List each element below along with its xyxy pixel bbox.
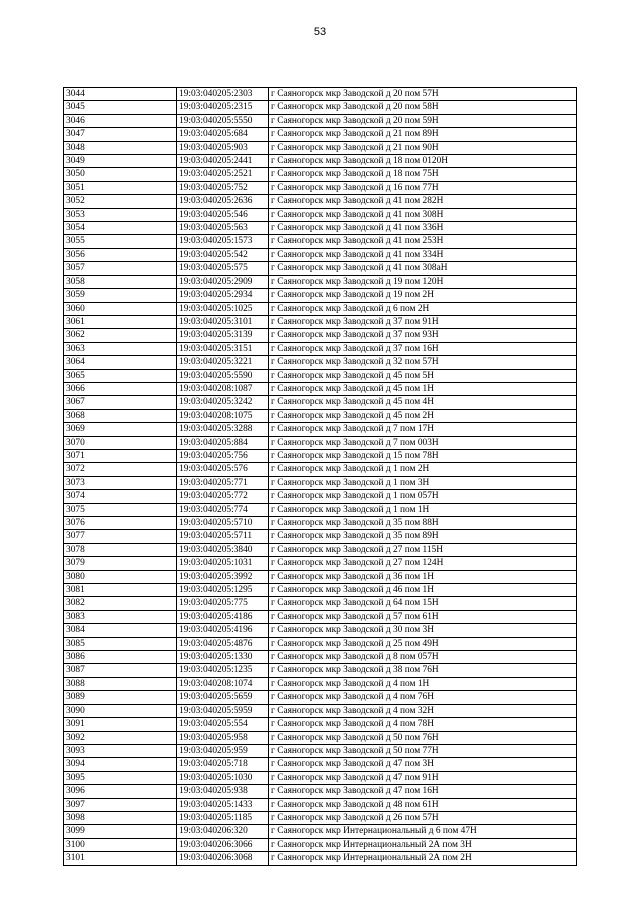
cadastral-number-cell: 19:03:040205:1235 xyxy=(177,664,269,677)
cadastral-number-cell: 19:03:040205:2521 xyxy=(177,168,269,181)
table-row xyxy=(64,155,577,168)
row-number-cell: 3067 xyxy=(64,396,177,409)
table-row xyxy=(64,329,577,342)
table-row xyxy=(64,168,577,181)
address-cell: г Саяногорск мкр Заводской д 45 пом 1Н xyxy=(269,382,577,395)
row-number-cell: 3071 xyxy=(64,449,177,462)
table-row xyxy=(64,811,577,824)
table-row xyxy=(64,248,577,261)
cadastral-number-cell: 19:03:040205:563 xyxy=(177,222,269,235)
row-number-cell: 3077 xyxy=(64,530,177,543)
cadastral-number-cell: 19:03:040205:2303 xyxy=(177,88,269,101)
row-number-cell: 3069 xyxy=(64,423,177,436)
table-row xyxy=(64,356,577,369)
cadastral-number-cell: 19:03:040205:3992 xyxy=(177,570,269,583)
table-row xyxy=(64,128,577,141)
address-cell: г Саяногорск мкр Заводской д 50 пом 76Н xyxy=(269,731,577,744)
cadastral-number-cell: 19:03:040205:718 xyxy=(177,758,269,771)
address-cell: г Саяногорск мкр Заводской д 57 пом 61Н xyxy=(269,610,577,623)
address-cell: г Саяногорск мкр Заводской д 18 пом 75Н xyxy=(269,168,577,181)
cadastral-number-cell: 19:03:040205:576 xyxy=(177,463,269,476)
row-number-cell: 3047 xyxy=(64,128,177,141)
cadastral-number-cell: 19:03:040205:2909 xyxy=(177,275,269,288)
row-number-cell: 3086 xyxy=(64,651,177,664)
address-cell: г Саяногорск мкр Заводской д 30 пом 3Н xyxy=(269,624,577,637)
cadastral-number-cell: 19:03:040205:1185 xyxy=(177,811,269,824)
cadastral-number-cell: 19:03:040205:3101 xyxy=(177,315,269,328)
address-cell: г Саяногорск мкр Заводской д 47 пом 3Н xyxy=(269,758,577,771)
address-cell: г Саяногорск мкр Заводской д 4 пом 32Н xyxy=(269,704,577,717)
row-number-cell: 3082 xyxy=(64,597,177,610)
table-row xyxy=(64,771,577,784)
table-row xyxy=(64,597,577,610)
table-row xyxy=(64,758,577,771)
table-row xyxy=(64,637,577,650)
cadastral-number-cell: 19:03:040205:3242 xyxy=(177,396,269,409)
cadastral-number-cell: 19:03:040205:4196 xyxy=(177,624,269,637)
address-cell: г Саяногорск мкр Заводской д 19 пом 120Н xyxy=(269,275,577,288)
cadastral-number-cell: 19:03:040205:5711 xyxy=(177,530,269,543)
row-number-cell: 3065 xyxy=(64,369,177,382)
cadastral-number-cell: 19:03:040205:958 xyxy=(177,731,269,744)
address-cell: г Саяногорск мкр Заводской д 50 пом 77Н xyxy=(269,744,577,757)
table-row xyxy=(64,449,577,462)
cadastral-number-cell: 19:03:040205:684 xyxy=(177,128,269,141)
address-cell: г Саяногорск мкр Заводской д 45 пом 2Н xyxy=(269,409,577,422)
property-registry-table xyxy=(63,87,577,866)
address-cell: г Саяногорск мкр Заводской д 46 пом 1Н xyxy=(269,584,577,597)
address-cell: г Саяногорск мкр Заводской д 47 пом 91Н xyxy=(269,771,577,784)
address-cell: г Саяногорск мкр Заводской д 37 пом 91Н xyxy=(269,315,577,328)
address-cell: г Саяногорск мкр Заводской д 38 пом 76Н xyxy=(269,664,577,677)
row-number-cell: 3089 xyxy=(64,691,177,704)
cadastral-number-cell: 19:03:040205:3139 xyxy=(177,329,269,342)
cadastral-number-cell: 19:03:040205:2315 xyxy=(177,101,269,114)
row-number-cell: 3085 xyxy=(64,637,177,650)
address-cell: г Саяногорск мкр Заводской д 47 пом 16Н xyxy=(269,785,577,798)
table-row xyxy=(64,852,577,865)
row-number-cell: 3096 xyxy=(64,785,177,798)
address-cell: г Саяногорск мкр Заводской д 41 пом 308аН xyxy=(269,262,577,275)
address-cell: г Саяногорск мкр Интернациональный 2А пом 3Н xyxy=(269,838,577,851)
table-row xyxy=(64,396,577,409)
table-row xyxy=(64,114,577,127)
row-number-cell: 3074 xyxy=(64,490,177,503)
table-row xyxy=(64,342,577,355)
cadastral-number-cell: 19:03:040205:1330 xyxy=(177,651,269,664)
row-number-cell: 3063 xyxy=(64,342,177,355)
cadastral-number-cell: 19:03:040205:3151 xyxy=(177,342,269,355)
table-row xyxy=(64,584,577,597)
table-row xyxy=(64,88,577,101)
address-cell: г Саяногорск мкр Заводской д 6 пом 2Н xyxy=(269,302,577,315)
cadastral-number-cell: 19:03:040205:1030 xyxy=(177,771,269,784)
cadastral-number-cell: 19:03:040205:1433 xyxy=(177,798,269,811)
cadastral-number-cell: 19:03:040205:884 xyxy=(177,436,269,449)
table-row xyxy=(64,543,577,556)
table-row xyxy=(64,235,577,248)
row-number-cell: 3072 xyxy=(64,463,177,476)
cadastral-number-cell: 19:03:040205:959 xyxy=(177,744,269,757)
row-number-cell: 3062 xyxy=(64,329,177,342)
cadastral-number-cell: 19:03:040206:3066 xyxy=(177,838,269,851)
address-cell: г Саяногорск мкр Заводской д 26 пом 57Н xyxy=(269,811,577,824)
row-number-cell: 3097 xyxy=(64,798,177,811)
row-number-cell: 3090 xyxy=(64,704,177,717)
address-cell: г Саяногорск мкр Заводской д 7 пом 003Н xyxy=(269,436,577,449)
table-row xyxy=(64,289,577,302)
row-number-cell: 3068 xyxy=(64,409,177,422)
address-cell: г Саяногорск мкр Заводской д 25 пом 49Н xyxy=(269,637,577,650)
row-number-cell: 3088 xyxy=(64,677,177,690)
cadastral-number-cell: 19:03:040205:938 xyxy=(177,785,269,798)
address-cell: г Саяногорск мкр Заводской д 45 пом 5Н xyxy=(269,369,577,382)
row-number-cell: 3048 xyxy=(64,141,177,154)
row-number-cell: 3052 xyxy=(64,195,177,208)
table-row xyxy=(64,664,577,677)
cadastral-number-cell: 19:03:040205:554 xyxy=(177,718,269,731)
address-cell: г Саяногорск мкр Заводской д 45 пом 4Н xyxy=(269,396,577,409)
row-number-cell: 3098 xyxy=(64,811,177,824)
cadastral-number-cell: 19:03:040205:2441 xyxy=(177,155,269,168)
address-cell: г Саяногорск мкр Заводской д 64 пом 15Н xyxy=(269,597,577,610)
table-row xyxy=(64,423,577,436)
address-cell: г Саяногорск мкр Заводской д 20 пом 59Н xyxy=(269,114,577,127)
address-cell: г Саяногорск мкр Заводской д 7 пом 17Н xyxy=(269,423,577,436)
address-cell: г Саяногорск мкр Заводской д 1 пом 3Н xyxy=(269,476,577,489)
cadastral-number-cell: 19:03:040205:752 xyxy=(177,181,269,194)
address-cell: г Саяногорск мкр Заводской д 41 пом 253Н xyxy=(269,235,577,248)
cadastral-number-cell: 19:03:040205:1025 xyxy=(177,302,269,315)
cadastral-number-cell: 19:03:040205:774 xyxy=(177,503,269,516)
address-cell: г Саяногорск мкр Заводской д 35 пом 89Н xyxy=(269,530,577,543)
table-row xyxy=(64,677,577,690)
cadastral-number-cell: 19:03:040205:5659 xyxy=(177,691,269,704)
cadastral-number-cell: 19:03:040205:5710 xyxy=(177,517,269,530)
table-row xyxy=(64,718,577,731)
cadastral-number-cell: 19:03:040205:2636 xyxy=(177,195,269,208)
address-cell: г Саяногорск мкр Заводской д 20 пом 58Н xyxy=(269,101,577,114)
table-row xyxy=(64,436,577,449)
row-number-cell: 3055 xyxy=(64,235,177,248)
row-number-cell: 3061 xyxy=(64,315,177,328)
table-row xyxy=(64,409,577,422)
table-row xyxy=(64,222,577,235)
cadastral-number-cell: 19:03:040205:1573 xyxy=(177,235,269,248)
row-number-cell: 3054 xyxy=(64,222,177,235)
cadastral-number-cell: 19:03:040205:5959 xyxy=(177,704,269,717)
row-number-cell: 3081 xyxy=(64,584,177,597)
page-number: 53 xyxy=(313,26,327,38)
row-number-cell: 3084 xyxy=(64,624,177,637)
row-number-cell: 3049 xyxy=(64,155,177,168)
cadastral-number-cell: 19:03:040205:5590 xyxy=(177,369,269,382)
cadastral-number-cell: 19:03:040205:771 xyxy=(177,476,269,489)
row-number-cell: 3059 xyxy=(64,289,177,302)
cadastral-number-cell: 19:03:040206:320 xyxy=(177,825,269,838)
address-cell: г Саяногорск мкр Заводской д 37 пом 16Н xyxy=(269,342,577,355)
table-row xyxy=(64,195,577,208)
table-row xyxy=(64,557,577,570)
address-cell: г Саяногорск мкр Заводской д 1 пом 057Н xyxy=(269,490,577,503)
address-cell: г Саяногорск мкр Заводской д 21 пом 89Н xyxy=(269,128,577,141)
row-number-cell: 3051 xyxy=(64,181,177,194)
cadastral-number-cell: 19:03:040205:1295 xyxy=(177,584,269,597)
row-number-cell: 3053 xyxy=(64,208,177,221)
address-cell: г Саяногорск мкр Заводской д 18 пом 0120Н xyxy=(269,155,577,168)
row-number-cell: 3087 xyxy=(64,664,177,677)
table-row xyxy=(64,315,577,328)
cadastral-number-cell: 19:03:040205:4876 xyxy=(177,637,269,650)
cadastral-number-cell: 19:03:040205:546 xyxy=(177,208,269,221)
row-number-cell: 3092 xyxy=(64,731,177,744)
row-number-cell: 3044 xyxy=(64,88,177,101)
table-row xyxy=(64,517,577,530)
row-number-cell: 3076 xyxy=(64,517,177,530)
row-number-cell: 3100 xyxy=(64,838,177,851)
address-cell: г Саяногорск мкр Заводской д 27 пом 124Н xyxy=(269,557,577,570)
table-row xyxy=(64,181,577,194)
table-row xyxy=(64,838,577,851)
cadastral-number-cell: 19:03:040208:1074 xyxy=(177,677,269,690)
row-number-cell: 3083 xyxy=(64,610,177,623)
address-cell: г Саяногорск мкр Интернациональный 2А пом 2Н xyxy=(269,852,577,865)
row-number-cell: 3050 xyxy=(64,168,177,181)
cadastral-number-cell: 19:03:040205:2934 xyxy=(177,289,269,302)
address-cell: г Саяногорск мкр Заводской д 1 пом 1Н xyxy=(269,503,577,516)
row-number-cell: 3075 xyxy=(64,503,177,516)
cadastral-number-cell: 19:03:040205:772 xyxy=(177,490,269,503)
table-row xyxy=(64,651,577,664)
cadastral-number-cell: 19:03:040205:903 xyxy=(177,141,269,154)
table-row xyxy=(64,691,577,704)
table-row xyxy=(64,262,577,275)
row-number-cell: 3066 xyxy=(64,382,177,395)
table-row xyxy=(64,101,577,114)
cadastral-number-cell: 19:03:040205:3221 xyxy=(177,356,269,369)
row-number-cell: 3056 xyxy=(64,248,177,261)
address-cell: г Саяногорск мкр Заводской д 35 пом 88Н xyxy=(269,517,577,530)
cadastral-number-cell: 19:03:040205:4186 xyxy=(177,610,269,623)
row-number-cell: 3080 xyxy=(64,570,177,583)
row-number-cell: 3079 xyxy=(64,557,177,570)
cadastral-number-cell: 19:03:040205:5550 xyxy=(177,114,269,127)
cadastral-number-cell: 19:03:040208:1087 xyxy=(177,382,269,395)
cadastral-number-cell: 19:03:040205:3288 xyxy=(177,423,269,436)
table-row xyxy=(64,382,577,395)
address-cell: г Саяногорск мкр Интернациональный д 6 пом 47Н xyxy=(269,825,577,838)
address-cell: г Саяногорск мкр Заводской д 41 пом 336Н xyxy=(269,222,577,235)
table-row xyxy=(64,610,577,623)
row-number-cell: 3045 xyxy=(64,101,177,114)
address-cell: г Саяногорск мкр Заводской д 27 пом 115Н xyxy=(269,543,577,556)
address-cell: г Саяногорск мкр Заводской д 4 пом 78Н xyxy=(269,718,577,731)
table-row xyxy=(64,570,577,583)
table-row xyxy=(64,704,577,717)
row-number-cell: 3060 xyxy=(64,302,177,315)
address-cell: г Саяногорск мкр Заводской д 36 пом 1Н xyxy=(269,570,577,583)
table-row xyxy=(64,369,577,382)
cadastral-number-cell: 19:03:040205:3840 xyxy=(177,543,269,556)
row-number-cell: 3078 xyxy=(64,543,177,556)
table-row xyxy=(64,463,577,476)
table-row xyxy=(64,503,577,516)
row-number-cell: 3091 xyxy=(64,718,177,731)
address-cell: г Саяногорск мкр Заводской д 19 пом 2Н xyxy=(269,289,577,302)
table-row xyxy=(64,141,577,154)
address-cell: г Саяногорск мкр Заводской д 8 пом 057Н xyxy=(269,651,577,664)
row-number-cell: 3046 xyxy=(64,114,177,127)
table-row xyxy=(64,731,577,744)
cadastral-number-cell: 19:03:040205:542 xyxy=(177,248,269,261)
row-number-cell: 3058 xyxy=(64,275,177,288)
row-number-cell: 3057 xyxy=(64,262,177,275)
cadastral-number-cell: 19:03:040205:756 xyxy=(177,449,269,462)
address-cell: г Саяногорск мкр Заводской д 20 пом 57Н xyxy=(269,88,577,101)
address-cell: г Саяногорск мкр Заводской д 41 пом 308Н xyxy=(269,208,577,221)
table-row xyxy=(64,208,577,221)
address-cell: г Саяногорск мкр Заводской д 41 пом 334Н xyxy=(269,248,577,261)
row-number-cell: 3093 xyxy=(64,744,177,757)
address-cell: г Саяногорск мкр Заводской д 1 пом 2Н xyxy=(269,463,577,476)
row-number-cell: 3064 xyxy=(64,356,177,369)
table-row xyxy=(64,798,577,811)
row-number-cell: 3099 xyxy=(64,825,177,838)
table-row xyxy=(64,530,577,543)
row-number-cell: 3101 xyxy=(64,852,177,865)
row-number-cell: 3070 xyxy=(64,436,177,449)
cadastral-number-cell: 19:03:040208:1075 xyxy=(177,409,269,422)
table-row xyxy=(64,785,577,798)
table-row xyxy=(64,490,577,503)
table-row xyxy=(64,624,577,637)
address-cell: г Саяногорск мкр Заводской д 15 пом 78Н xyxy=(269,449,577,462)
cadastral-number-cell: 19:03:040206:3068 xyxy=(177,852,269,865)
table-row xyxy=(64,476,577,489)
table-row xyxy=(64,275,577,288)
row-number-cell: 3094 xyxy=(64,758,177,771)
table-row xyxy=(64,302,577,315)
address-cell: г Саяногорск мкр Заводской д 4 пом 76Н xyxy=(269,691,577,704)
address-cell: г Саяногорск мкр Заводской д 4 пом 1Н xyxy=(269,677,577,690)
address-cell: г Саяногорск мкр Заводской д 41 пом 282Н xyxy=(269,195,577,208)
address-cell: г Саяногорск мкр Заводской д 21 пом 90Н xyxy=(269,141,577,154)
table-row xyxy=(64,744,577,757)
row-number-cell: 3095 xyxy=(64,771,177,784)
cadastral-number-cell: 19:03:040205:575 xyxy=(177,262,269,275)
cadastral-number-cell: 19:03:040205:1031 xyxy=(177,557,269,570)
address-cell: г Саяногорск мкр Заводской д 48 пом 61Н xyxy=(269,798,577,811)
address-cell: г Саяногорск мкр Заводской д 32 пом 57Н xyxy=(269,356,577,369)
cadastral-number-cell: 19:03:040205:775 xyxy=(177,597,269,610)
address-cell: г Саяногорск мкр Заводской д 16 пом 77Н xyxy=(269,181,577,194)
address-cell: г Саяногорск мкр Заводской д 37 пом 93Н xyxy=(269,329,577,342)
row-number-cell: 3073 xyxy=(64,476,177,489)
table-row xyxy=(64,825,577,838)
